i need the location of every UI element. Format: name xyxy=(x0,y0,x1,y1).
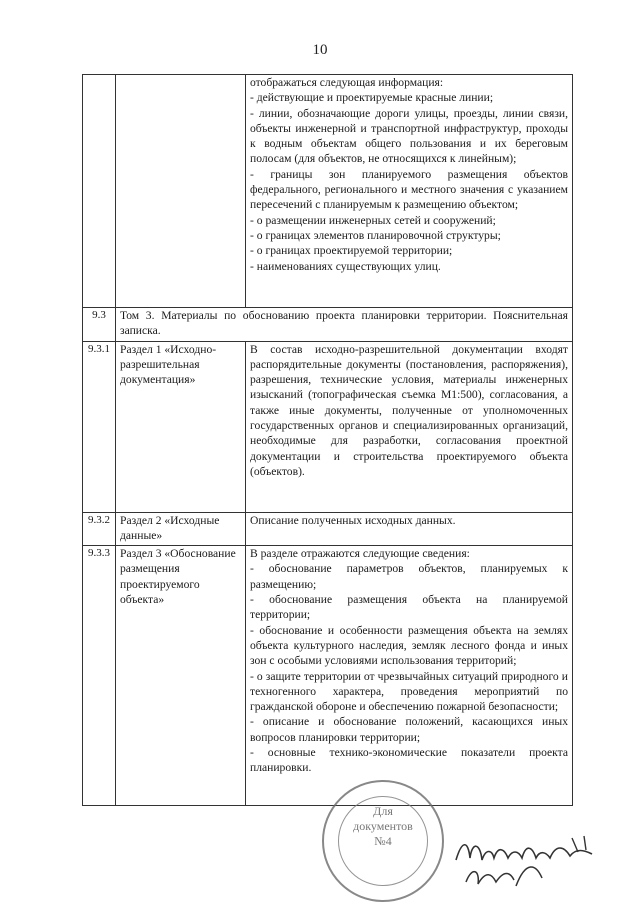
volume-title: Том 3. Материалы по обоснованию проекта планировки территории. Пояснительная записка. xyxy=(116,308,573,342)
description-line: отображаться следующая информация: xyxy=(250,76,444,89)
description-line: - действующие и проектируемые красные линии; xyxy=(250,91,494,105)
description-line: - о размещении инженерных сетей и сооружений; xyxy=(250,213,496,227)
description-line: - наименованиях существующих улиц. xyxy=(250,259,441,273)
description-cell xyxy=(246,341,573,512)
description-line: - о границах проектируемой территории; xyxy=(250,244,453,258)
description-cell xyxy=(246,75,573,308)
stamp-line: №4 xyxy=(374,834,392,848)
description-line: - обоснование и особенности размещения объекта на землях объекта культурного наследия, земляк лесного фонда и иных зон с особыми условиями использования территорий; xyxy=(250,623,568,668)
row-number: 9.3 xyxy=(83,308,116,342)
handwritten-signature xyxy=(452,830,602,900)
row-number: 9.3.1 xyxy=(83,341,116,512)
section-title: Раздел 3 «Обоснование размещения проектируемого объекта» xyxy=(116,546,246,806)
table-row xyxy=(83,308,573,342)
row-number: 9.3.2 xyxy=(83,512,116,546)
description-line: В состав исходно-разрешительной документации входят распорядительные документы (постановления, распоряжения), разрешения, технические условия, материалы инженерных изысканий (топографическая съемка М1:500), согласования, а также иные документы, полученные от уполномоченных государственных органов и специализированных организаций, необходимые для разработки, согласования проектной документации и строительства проектируемого объекта (объектов). xyxy=(250,342,568,478)
page-number: 10 xyxy=(312,42,328,58)
description-line: - описание и обоснование положений, касающихся иных вопросов планировки территории; xyxy=(250,715,568,744)
description-line: - основные технико-экономические показатели проекта планировки. xyxy=(250,746,568,775)
description-line: - обоснование размещения объекта на планируемой территории; xyxy=(250,593,568,622)
stamp-line: Для xyxy=(373,804,393,818)
description-cell xyxy=(246,546,573,806)
table-row xyxy=(83,75,573,308)
description-line: - границы зон планируемого размещения объектов федерального, регионального и местного значения с указанием пересечений с планируемым к размещению объектом; xyxy=(250,167,568,212)
description-line: - обоснование параметров объектов, планируемых к размещению; xyxy=(250,562,568,591)
description-line: - о защите территории от чрезвычайных ситуаций природного и техногенного характера, проведения мероприятий по гражданской обороне и обеспечению пожарной безопасности; xyxy=(250,669,568,714)
row-number xyxy=(83,75,116,308)
specification-table xyxy=(82,74,573,806)
official-stamp xyxy=(322,780,444,902)
section-title xyxy=(116,75,246,308)
row-number: 9.3.3 xyxy=(83,546,116,806)
section-title: Раздел 2 «Исходные данные» xyxy=(116,512,246,546)
stamp-line: документов xyxy=(353,819,413,833)
description-line: - о границах элементов планировочной структуры; xyxy=(250,228,501,242)
description-line: Описание полученных исходных данных. xyxy=(250,513,456,527)
table-row xyxy=(83,512,573,546)
description-line: В разделе отражаются следующие сведения: xyxy=(250,547,470,561)
description-line: - линии, обозначающие дороги улицы, проезды, линии связи, объекты инженерной и транспортной инфраструктур, проходы к водным объектам общего пользования и их береговым полосам (для объектов, не относящихся к линейным); xyxy=(250,106,568,166)
section-title: Раздел 1 «Исходно-разрешительная документация» xyxy=(116,341,246,512)
table-row xyxy=(83,341,573,512)
table-row xyxy=(83,546,573,806)
stamp-text xyxy=(324,804,442,849)
description-cell xyxy=(246,512,573,546)
